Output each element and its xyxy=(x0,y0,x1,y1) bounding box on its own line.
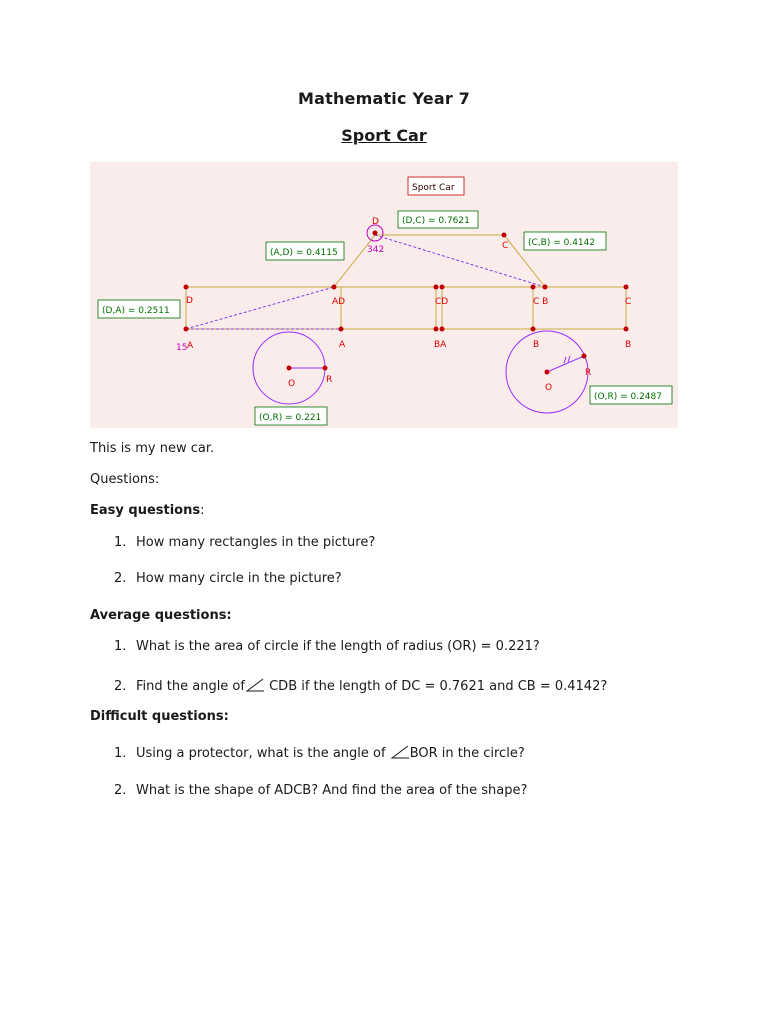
angle-icon xyxy=(245,678,265,696)
intro-text: This is my new car. xyxy=(90,441,215,456)
sport-car-figure xyxy=(90,162,678,428)
point-d-mid xyxy=(440,285,445,290)
question-text-end: CDB if the length of DC = 0.7621 and CB = 0.4142? xyxy=(264,679,608,694)
point-c-right xyxy=(531,285,536,290)
point-b-right xyxy=(543,285,548,290)
point-c-top xyxy=(502,233,507,238)
average-question-2 xyxy=(114,678,607,696)
point-b-bottom xyxy=(531,327,536,332)
label-cb: C B xyxy=(533,297,549,307)
tag-sport-car: Sport Car xyxy=(412,183,455,193)
tag-or-right: (O,R) = 0.2487 xyxy=(594,392,662,402)
easy-heading xyxy=(90,503,205,518)
question-text: What is the area of circle if the length of radius (OR) = 0.221? xyxy=(136,639,540,654)
page-subtitle: Sport Car xyxy=(341,126,427,145)
questions-label: Questions: xyxy=(90,472,160,487)
label-cd: CD xyxy=(435,297,449,307)
list-number: 1. xyxy=(114,535,127,550)
question-text-start: Using a protector, what is the angle of xyxy=(136,746,390,761)
difficult-heading: Difficult questions: xyxy=(90,709,229,724)
list-number: 1. xyxy=(114,639,127,654)
point-o-left xyxy=(287,366,292,371)
label-a-left: A xyxy=(187,341,194,351)
label-b-bottom: B xyxy=(533,340,540,350)
point-d-left xyxy=(184,285,189,290)
point-o-right xyxy=(545,370,550,375)
list-number: 2. xyxy=(114,571,127,586)
easy-heading-colon: : xyxy=(200,503,205,518)
question-text: How many rectangles in the picture? xyxy=(136,535,376,550)
easy-heading-text: Easy questions xyxy=(90,503,201,518)
average-heading: Average questions: xyxy=(90,608,232,623)
tag-cb: (C,B) = 0.4142 xyxy=(528,238,596,248)
tag-dc: (D,C) = 0.7621 xyxy=(402,216,470,226)
angle-label-left: 15 xyxy=(176,343,188,353)
easy-question-1 xyxy=(114,535,375,550)
label-o-left: O xyxy=(288,379,296,389)
point-ad-top xyxy=(332,285,337,290)
label-r-left: R xyxy=(326,375,333,385)
point-b-mid xyxy=(434,327,439,332)
point-a-mid xyxy=(440,327,445,332)
label-ad: AD xyxy=(332,297,346,307)
label-a-bottom: A xyxy=(339,340,346,350)
label-d-top: D xyxy=(372,217,379,227)
label-ba: BA xyxy=(434,340,447,350)
average-question-1 xyxy=(114,639,540,654)
tag-ad: (A,D) = 0.4115 xyxy=(270,248,338,258)
label-b-right: B xyxy=(625,340,632,350)
tag-or-left: (O,R) = 0.221 xyxy=(259,413,322,423)
point-b-far xyxy=(624,327,629,332)
easy-question-2 xyxy=(114,571,342,586)
angle-icon xyxy=(390,745,410,763)
question-text: What is the shape of ADCB? And find the area of the shape? xyxy=(136,783,528,798)
list-number: 2. xyxy=(114,783,127,798)
point-a-bottom xyxy=(339,327,344,332)
geometry-diagram xyxy=(90,162,678,428)
label-c-right: C xyxy=(625,297,632,307)
point-r-left xyxy=(323,366,328,371)
page-title: Mathematic Year 7 xyxy=(297,89,471,108)
point-c-mid xyxy=(434,285,439,290)
point-a-left xyxy=(184,327,189,332)
label-c-top: C xyxy=(502,241,509,251)
difficult-question-1 xyxy=(114,745,525,763)
angle-label-top: 342 xyxy=(367,245,385,255)
label-d-left: D xyxy=(186,296,193,306)
tag-da: (D,A) = 0.2511 xyxy=(102,306,170,316)
question-text-end: BOR in the circle? xyxy=(409,746,525,761)
question-text: How many circle in the picture? xyxy=(136,571,342,586)
question-text-start: Find the angle of xyxy=(136,679,245,694)
list-number: 2. xyxy=(114,679,127,694)
point-r-right xyxy=(582,354,587,359)
label-o-right: O xyxy=(545,383,553,393)
difficult-question-2 xyxy=(114,783,527,798)
point-d-top xyxy=(373,231,378,236)
point-c-far xyxy=(624,285,629,290)
label-r-right: R xyxy=(585,368,592,378)
list-number: 1. xyxy=(114,746,127,761)
